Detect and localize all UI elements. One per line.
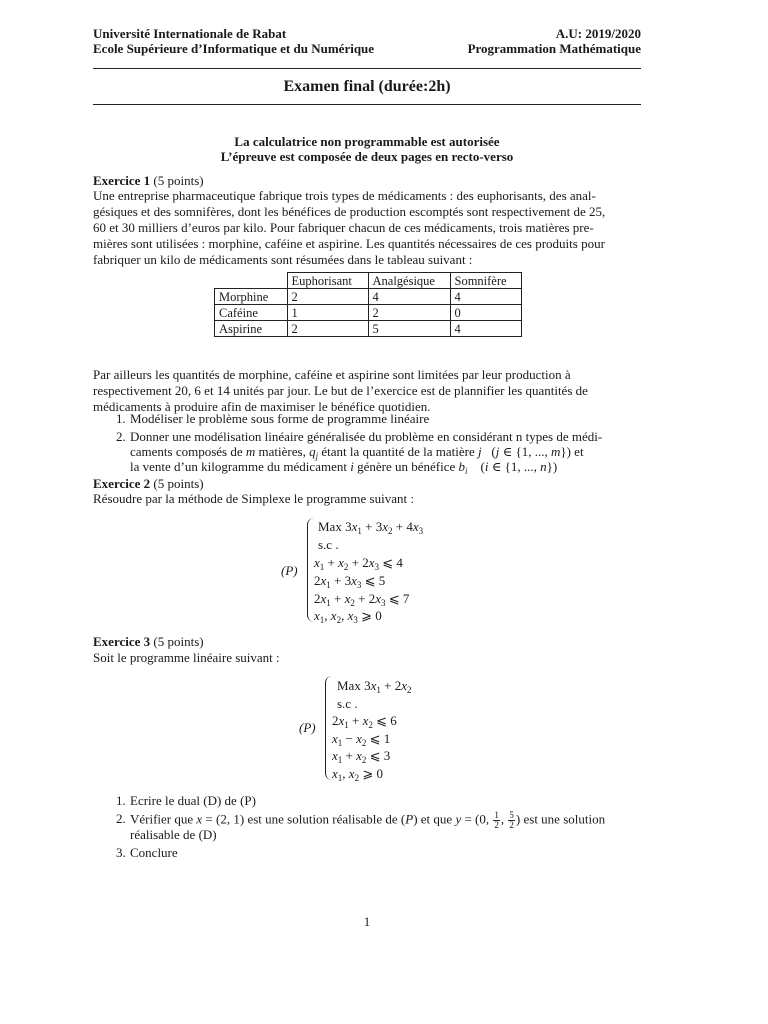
exercise1-question-2: Donner une modélisation linéaire généralisée du problème en considérant n types de médi- [130, 429, 603, 444]
exam-title: Examen final (durée:2h) [283, 78, 451, 95]
system-brace [307, 518, 314, 622]
table-header-row [215, 273, 522, 289]
subject-to: s.c . [337, 696, 358, 711]
constraint: $x_1 + x_2 + 2x_3$ ⩽ 4 [314, 555, 403, 572]
question-number: 3. [116, 845, 126, 860]
system-brace [325, 676, 332, 780]
title-rule-top [93, 68, 641, 69]
question-number: 1. [116, 411, 126, 426]
question-number: 1. [116, 793, 126, 808]
table-cell: 4 [450, 289, 521, 305]
table-row [215, 305, 522, 321]
academic-year: A.U: 2019/2020 [555, 26, 641, 41]
page-number: 1 [363, 914, 371, 929]
constraint: $x_1 + x_2$ ⩽ 3 [332, 748, 391, 765]
constraint: $x_1 - x_2$ ⩽ 1 [332, 731, 391, 748]
requirements-table [214, 272, 522, 337]
exercise1-heading: Exercice 1 (5 points) [93, 173, 204, 188]
exercise1-intro-line: fabriquer un kilo de médicaments sont résumées dans le tableau suivant : [93, 252, 473, 267]
program-label: (P) [299, 720, 316, 735]
question-number: 2. [116, 429, 126, 444]
exercise3-question-2: Vérifier que x = (2, 1) est une solution réalisable de (P) et que y = (0, $\frac{1}{2}$ , $\frac{5}{2}$ ) est une solution [130, 810, 606, 830]
exercise3-heading: Exercice 3 (5 points) [93, 634, 204, 649]
table-cell: 5 [368, 321, 450, 337]
column-header: Analgésique [368, 273, 450, 289]
column-header: Somnifère [450, 273, 521, 289]
exercise1-intro-line: gésiques et des somnifères, dont les bénéfices de production escomptés sont respectivement de 25, [93, 204, 606, 219]
notice-pages: L’épreuve est composée de deux pages en recto-verso [220, 149, 514, 164]
table-cell: 1 [287, 305, 368, 321]
constraint: $2x_1 + x_2$ ⩽ 6 [332, 713, 397, 730]
exercise1-constraint-line: Par ailleurs les quantités de morphine, caféine et aspirine sont limitées par leur production à [93, 367, 571, 382]
table-cell: 2 [368, 305, 450, 321]
table-row [215, 289, 522, 305]
row-label: Morphine [215, 289, 288, 305]
exercise1-constraint-line: médicaments à produire afin de maximiser le bénéfice quotidien. [93, 399, 431, 414]
table-cell: 0 [450, 305, 521, 321]
exercise1-question-2-line2: caments composés de m matières, $q_j$ étant la quantité de la matière j (j ∈ {1, ..., m}) et [130, 444, 584, 461]
table-cell: 4 [450, 321, 521, 337]
course-name: Programmation Mathématique [467, 41, 641, 56]
exercise3-question-1: Ecrire le dual (D) de (P) [130, 793, 256, 808]
constraint: $2x_1 + 3x_3$ ⩽ 5 [314, 573, 386, 590]
objective-function: Max $3x_1 + 2x_2$ [337, 678, 412, 695]
exercise1-intro-line: mières sont utilisées : morphine, caféine et aspirine. Les quantités nécessaires de ces produits pour [93, 236, 605, 251]
subject-to: s.c . [318, 537, 339, 552]
exercise1-question-1: Modéliser le problème sous forme de programme linéaire [130, 411, 430, 426]
notice-calculator: La calculatrice non programmable est autorisée [234, 134, 500, 149]
constraint: $2x_1 + x_2 + 2x_3$ ⩽ 7 [314, 591, 410, 608]
table-cell: 4 [368, 289, 450, 305]
table-cell: 2 [287, 321, 368, 337]
exercise2-intro: Résoudre par la méthode de Simplexe le programme suivant : [93, 491, 414, 506]
row-label: Caféine [215, 305, 288, 321]
exercise3-question-3: Conclure [130, 845, 178, 860]
exercise1-constraint-line: respectivement 20, 6 et 14 unités par jour. Le but de l’exercice est de plannifier les quantités de [93, 383, 588, 398]
school-name: Ecole Supérieure d’Informatique et du Numérique [93, 41, 375, 56]
constraint: $x_1$, $x_2$ ⩾ 0 [332, 766, 383, 783]
title-rule-bottom [93, 104, 641, 105]
question-number: 2. [116, 811, 126, 826]
table-cell: 2 [287, 289, 368, 305]
row-label: Aspirine [215, 321, 288, 337]
program-label: (P) [281, 563, 298, 578]
exercise1-intro-line: 60 et 30 milliers d’euros par kilo. Pour fabriquer chacun de ces médicaments, trois matières pre- [93, 220, 594, 235]
exercise3-question-2-line2: réalisable de (D) [130, 827, 217, 842]
exercise1-question-2-line3: la vente d’un kilogramme du médicament i génère un bénéfice $b_i$ (i ∈ {1, ..., n}) [130, 459, 558, 476]
table-row [215, 321, 522, 337]
objective-function: Max $3x_1 + 3x_2 + 4x_3$ [318, 519, 424, 536]
exercise3-intro: Soit le programme linéaire suivant : [93, 650, 280, 665]
constraint: $x_1$, $x_2$, $x_3$ ⩾ 0 [314, 608, 382, 625]
exercise1-intro-line: Une entreprise pharmaceutique fabrique trois types de médicaments : des euphorisants, des anal- [93, 188, 596, 203]
column-header: Euphorisant [287, 273, 368, 289]
exercise2-heading: Exercice 2 (5 points) [93, 476, 204, 491]
university-name: Université Internationale de Rabat [93, 26, 287, 41]
